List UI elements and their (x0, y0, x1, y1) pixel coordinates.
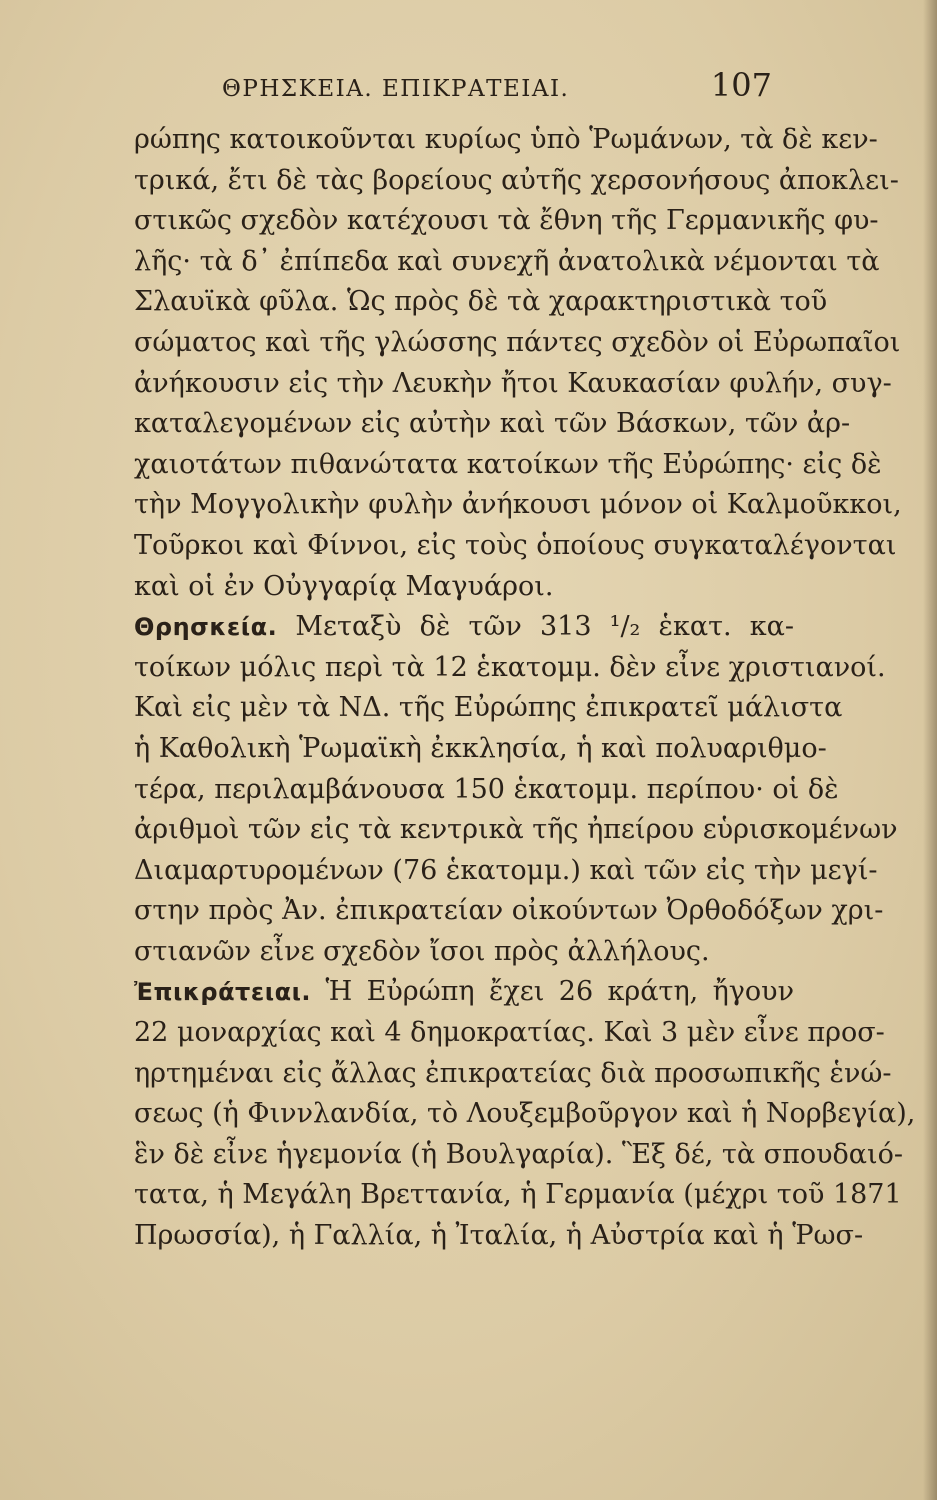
text-line: λῆς· τὰ δ᾽ ἐπίπεδα καὶ συνεχῆ ἀνατολικὰ νέμονται τὰ (134, 245, 880, 277)
page-header (222, 66, 782, 116)
page-number: 107 (710, 66, 772, 104)
paragraph-population (134, 120, 902, 607)
text-run: Μεταξὺ δὲ τῶν 313 ¹/₂ ἑκατ. κα- (277, 611, 794, 643)
text-line: στικῶς σχεδὸν κατέχουσι τὰ ἔθνη τῆς Γερμανικῆς φυ- (134, 205, 879, 237)
text-line: σεως (ἡ Φιννλανδία, τὸ Λουξεμβοῦργον καὶ ἡ Νορβεγία), (134, 1098, 916, 1130)
text-line: Καὶ εἰς μὲν τὰ ΝΔ. τῆς Εὐρώπης ἐπικρατεῖ μάλιστα (134, 692, 843, 724)
text-line: Πρωσσία), ἡ Γαλλία, ἡ Ἰταλία, ἡ Αὐστρία καὶ ἡ Ῥωσ- (134, 1220, 864, 1252)
text-line: Σλαυϊκὰ φῦλα. Ὡς πρὸς δὲ τὰ χαρακτηριστικὰ τοῦ (134, 286, 828, 318)
text-line: Τοῦρκοι καὶ Φίννοι, εἰς τοὺς ὁποίους συγκαταλέγονται (134, 529, 897, 561)
text-line: Διαμαρτυρομένων (76 ἑκατομμ.) καὶ τῶν εἰς τὴν μεγί- (134, 854, 878, 886)
text-line: ηρτημέναι εἰς ἄλλας ἐπικρατείας διὰ προσωπικῆς ἑνώ- (134, 1057, 892, 1089)
text-line: καταλεγομένων εἰς αὐτὴν καὶ τῶν Βάσκων, τῶν ἀρ- (134, 408, 851, 440)
text-line: ἡ Καθολικὴ Ῥωμαϊκὴ ἐκκλησία, ἡ καὶ πολυαριθμο- (134, 732, 827, 764)
text-line: τοίκων μόλις περὶ τὰ 12 ἑκατομμ. δὲν εἶνε χριστιανοί. (134, 651, 886, 683)
text-line: στην πρὸς Ἀν. ἐπικρατείαν οἰκούντων Ὀρθοδόξων χρι- (134, 895, 884, 927)
text-line (134, 972, 794, 1013)
text-run: Ἡ Εὐρώπη ἔχει 26 κράτη, ἤγουν (311, 976, 794, 1008)
paragraph-religion (134, 607, 898, 972)
text-line: τὴν Μογγολικὴν φυλὴν ἀνήκουσι μόνον οἱ Καλμοῦκκοι, (134, 489, 902, 521)
section-heading-religion: Θρησκεία. (134, 613, 278, 642)
section-heading-states: Ἐπικράτειαι. (134, 978, 312, 1007)
text-line: καὶ οἱ ἐν Οὐγγαρίᾳ Μαγυάροι. (134, 570, 554, 602)
running-title: ΘΡΗΣΚΕΙΑ. ΕΠΙΚΡΑΤΕΙΑΙ. (222, 76, 570, 102)
text-line (134, 607, 794, 648)
text-line: στιανῶν εἶνε σχεδὸν ἴσοι πρὸς ἀλλήλους. (134, 935, 710, 967)
paragraph-states (134, 972, 916, 1256)
text-line: ρώπης κατοικοῦνται κυρίως ὑπὸ Ῥωμάνων, τὰ δὲ κεν- (134, 124, 878, 155)
text-line: τρικά, ἔτι δὲ τὰς βορείους αὐτῆς χερσονήσους ἀποκλει- (134, 164, 899, 196)
text-line: τατα, ἡ Μεγάλη Βρεττανία, ἡ Γερμανία (μέχρι τοῦ 1871 (134, 1179, 902, 1211)
text-line: ἀριθμοὶ τῶν εἰς τὰ κεντρικὰ τῆς ἠπείρου εὑρισκομένων (134, 814, 898, 846)
text-line: ἀνήκουσιν εἰς τὴν Λευκὴν ἤτοι Καυκασίαν φυλήν, συγ- (134, 367, 892, 399)
page-body (134, 120, 916, 1257)
text-line: τέρα, περιλαμβάνουσα 150 ἑκατομμ. περίπου· οἱ δὲ (134, 773, 839, 805)
text-line: σώματος καὶ τῆς γλώσσης πάντες σχεδὸν οἱ Εὐρωπαῖοι (134, 326, 901, 358)
text-line: 22 μοναρχίας καὶ 4 δημοκρατίας. Καὶ 3 μὲν εἶνε προσ- (134, 1017, 885, 1049)
text-line: ἓν δὲ εἶνε ἡγεμονία (ἡ Βουλγαρία). Ἓξ δέ, τὰ σπουδαιό- (134, 1138, 903, 1170)
text-line: χαιοτάτων πιθανώτατα κατοίκων τῆς Εὐρώπης· εἰς δὲ (134, 448, 882, 480)
